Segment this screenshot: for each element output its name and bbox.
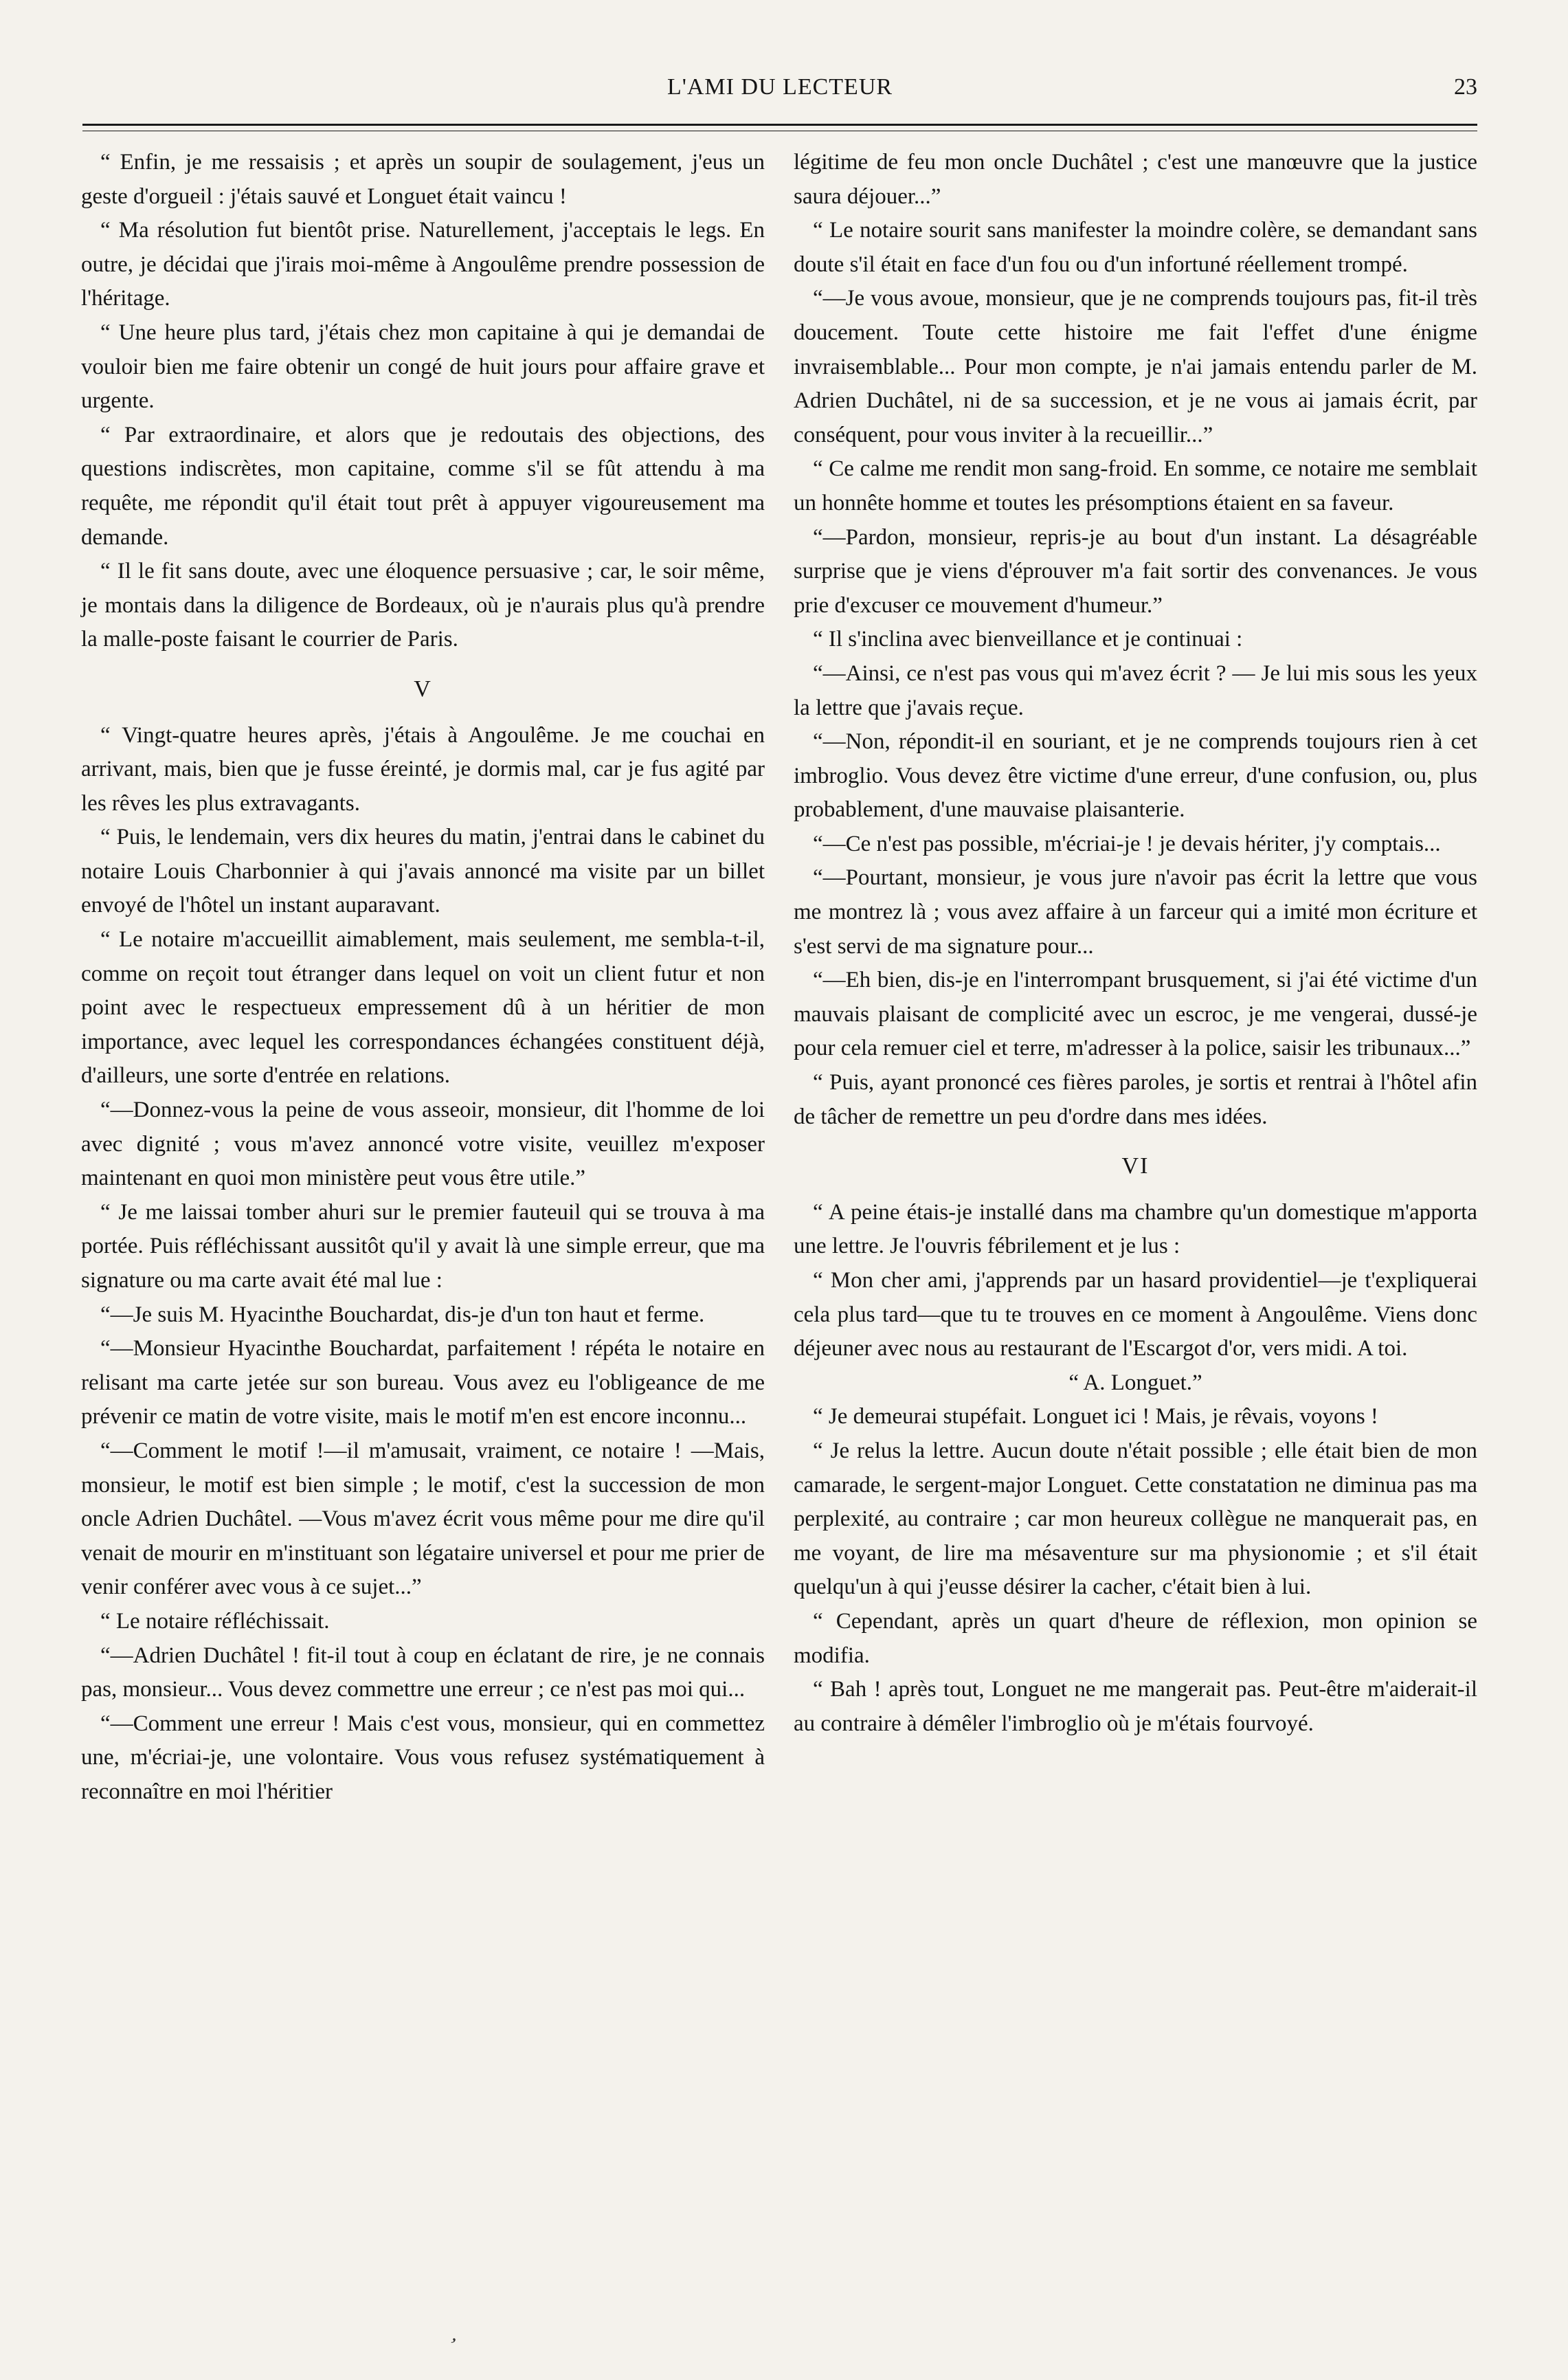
paragraph: “ Enfin, je me ressaisis ; et après un soupir de soulagement, j'eus un geste d'orgueil : j'étais sauvé et Longuet était vaincu ! (81, 150, 765, 209)
left-column (81, 146, 765, 1810)
paragraph: “ Je me laissai tomber ahuri sur le premier fauteuil qui se trouva à ma portée. Puis réfléchissant aussitôt qu'il y avait là une simple erreur, que ma signature ou ma carte avait été mal lue : (81, 1199, 765, 1293)
paragraph: “—Eh bien, dis-je en l'interrompant brusquement, si j'ai été victime d'un mauvais plaisant de complicité avec un escroc, je me vengerai, dussé-je pour cela remuer ciel et terre, m'adresser à la police, saisir les tribunaux...” (794, 968, 1477, 1061)
paragraph: “—Non, répondit-il en souriant, et je ne comprends toujours rien à cet imbroglio. Vous devez être victime d'une erreur, d'une confusion, ou, plus probablement, d'une mauvaise plaisanterie. (794, 729, 1477, 823)
paragraph: “ Je demeurai stupéfait. Longuet ici ! Mais, je rêvais, voyons ! (813, 1404, 1378, 1430)
paragraph: “ A peine étais-je installé dans ma chambre qu'un domestique m'apporta une lettre. Je l'ouvris fébrilement et je lus : (794, 1199, 1477, 1259)
paragraph: “ Il s'inclina avec bienveillance et je continuai : (813, 627, 1243, 652)
paragraph: “ Mon cher ami, j'apprends par un hasard providentiel—je t'expliquerai cela plus tard—que tu te trouves en ce moment à Angoulême. Viens donc déjeuner avec nous au restaurant de l'Escargot d'or, vers midi. A toi. (794, 1268, 1477, 1361)
paragraph: “ Le notaire sourit sans manifester la moindre colère, se demandant sans doute s'il était en face d'un fou ou d'un infortuné réellement trompé. (794, 218, 1477, 277)
paragraph: légitime de feu mon oncle Duchâtel ; c'est une manœuvre que la justice saura déjouer...” (794, 150, 1477, 209)
paragraph: “ Une heure plus tard, j'étais chez mon capitaine à qui je demandai de vouloir bien me faire obtenir un congé de huit jours pour affaire grave et urgente. (81, 320, 765, 414)
header-rule-thick (82, 124, 1477, 126)
paragraph: “ Le notaire m'accueillit aimablement, mais seulement, me sembla-t-il, comme on reçoit tout étranger dans lequel on voit un client futur et non point avec le respectueux empressement dû à un héritier de mon importance, avec lequel les correspondances échangées constituent déjà, d'ailleurs, une sorte d'entrée en relations. (81, 927, 765, 1089)
paragraph: “—Donnez-vous la peine de vous asseoir, monsieur, dit l'homme de loi avec dignité ; vous m'avez annoncé votre visite, veuillez m'exposer maintenant en quoi mon ministère peut vous être utile.” (81, 1098, 765, 1191)
page-number: 23 (1454, 74, 1477, 100)
running-title: L'AMI DU LECTEUR (667, 74, 893, 100)
running-header (82, 74, 1477, 109)
paragraph: “—Adrien Duchâtel ! fit-il tout à coup en éclatant de rire, je ne connais pas, monsieur... Vous devez commettre une erreur ; ce n'est pas moi qui... (81, 1643, 765, 1702)
letter-signature: “ A. Longuet.” (1068, 1370, 1202, 1395)
paragraph: “ Puis, ayant prononcé ces fières paroles, je sortis et rentrai à l'hôtel afin de tâcher de remettre un peu d'ordre dans mes idées. (794, 1070, 1477, 1129)
paragraph: “ Le notaire réfléchissait. (100, 1608, 330, 1634)
paragraph: “ Bah ! après tout, Longuet ne me mangerait pas. Peut-être m'aiderait-il au contraire à démêler l'imbroglio où je m'étais fourvoyé. (794, 1677, 1477, 1736)
section-heading: VI (1121, 1153, 1150, 1179)
paragraph: “ Il le fit sans doute, avec une éloquence persuasive ; car, le soir même, je montais dans la diligence de Bordeaux, où je n'aurais plus qu'à prendre la malle-poste faisant le courrier de Paris. (81, 559, 765, 652)
paragraph: “—Je vous avoue, monsieur, que je ne comprends toujours pas, fit-il très doucement. Toute cette histoire me fait l'effet d'une énigme invraisemblable... Pour mon compte, je n'ai jamais entendu parler de M. Adrien Duchâtel, ni de sa succession, et je ne vous ai jamais écrit, par conséquent, pour vous inviter à la recueillir...” (794, 286, 1477, 447)
paragraph: “—Ainsi, ce n'est pas vous qui m'avez écrit ? — Je lui mis sous les yeux la lettre que j'avais reçue. (794, 660, 1477, 720)
paragraph: “—Ce n'est pas possible, m'écriai-je ! je devais hériter, j'y comptais... (813, 831, 1441, 856)
right-column (794, 146, 1477, 1741)
paragraph: “—Comment le motif !—il m'amusait, vraiment, ce notaire ! —Mais, monsieur, le motif est bien simple ; le motif, c'est la succession de mon oncle Adrien Duchâtel. —Vous m'avez écrit vous même pour me dire qu'il venait de mourir en m'instituant son légataire universel et pour me prier de venir conférer avec vous à ce sujet...” (81, 1438, 765, 1600)
paragraph: “ Ma résolution fut bientôt prise. Naturellement, j'acceptais le legs. En outre, je décidai que j'irais moi-même à Angoulême prendre possession de l'héritage. (81, 218, 765, 311)
paragraph: “—Monsieur Hyacinthe Bouchardat, parfaitement ! répéta le notaire en relisant ma carte jetée sur son bureau. Vous avez eu l'obligeance de me prévenir ce matin de votre visite, mais le motif m'en est encore inconnu... (81, 1336, 765, 1430)
paragraph: “—Pardon, monsieur, repris-je au bout d'un instant. La désagréable surprise que je viens d'éprouver m'a fait sortir des convenances. Je vous prie d'excuser ce mouvement d'humeur.” (794, 524, 1477, 618)
paragraph: “ Cependant, après un quart d'heure de réflexion, mon opinion se modifia. (794, 1608, 1477, 1668)
paragraph: “ Vingt-quatre heures après, j'étais à Angoulême. Je me couchai en arrivant, mais, bien que je fusse éreinté, je dormis mal, car je fus agité par les rêves les plus extravagants. (81, 722, 765, 816)
paragraph: “—Pourtant, monsieur, je vous jure n'avoir pas écrit la lettre que vous me montrez là ; vous avez affaire à un farceur qui a imité mon écriture et s'est servi de ma signature pour... (794, 865, 1477, 959)
paragraph: “ Par extraordinaire, et alors que je redoutais des objections, des questions indiscrètes, mon capitaine, comme s'il se fût attendu à ma requête, me répondit qu'il était tout prêt à appuyer vigoureusement ma demande. (81, 422, 765, 550)
paragraph: “ Je relus la lettre. Aucun doute n'était possible ; elle était bien de mon camarade, le sergent-major Longuet. Cette constatation ne diminua pas ma perplexité, au contraire ; car mon heureux collègue ne manquerait pas, en me voyant, de lire ma mésaventure sur ma physionomie ; et s'il était quelqu'un à qui j'eusse désirer la cacher, c'était bien à lui. (794, 1438, 1477, 1600)
paragraph: “ Ce calme me rendit mon sang-froid. En somme, ce notaire me semblait un honnête homme et toutes les présomptions étaient en sa faveur. (794, 456, 1477, 515)
section-heading: V (414, 676, 432, 702)
paragraph: “—Comment une erreur ! Mais c'est vous, monsieur, qui en commettez une, m'écriai-je, une volontaire. Vous vous refusez systématiquement à reconnaître en moi l'héritier (81, 1711, 765, 1804)
paragraph: “—Je suis M. Hyacinthe Bouchardat, dis-je d'un ton haut et ferme. (100, 1302, 705, 1327)
paragraph: “ Puis, le lendemain, vers dix heures du matin, j'entrai dans le cabinet du notaire Louis Charbonnier à qui j'avais annoncé ma visite par un billet envoyé de l'hôtel un instant auparavant. (81, 825, 765, 918)
footer-mark: , (449, 2322, 463, 2346)
